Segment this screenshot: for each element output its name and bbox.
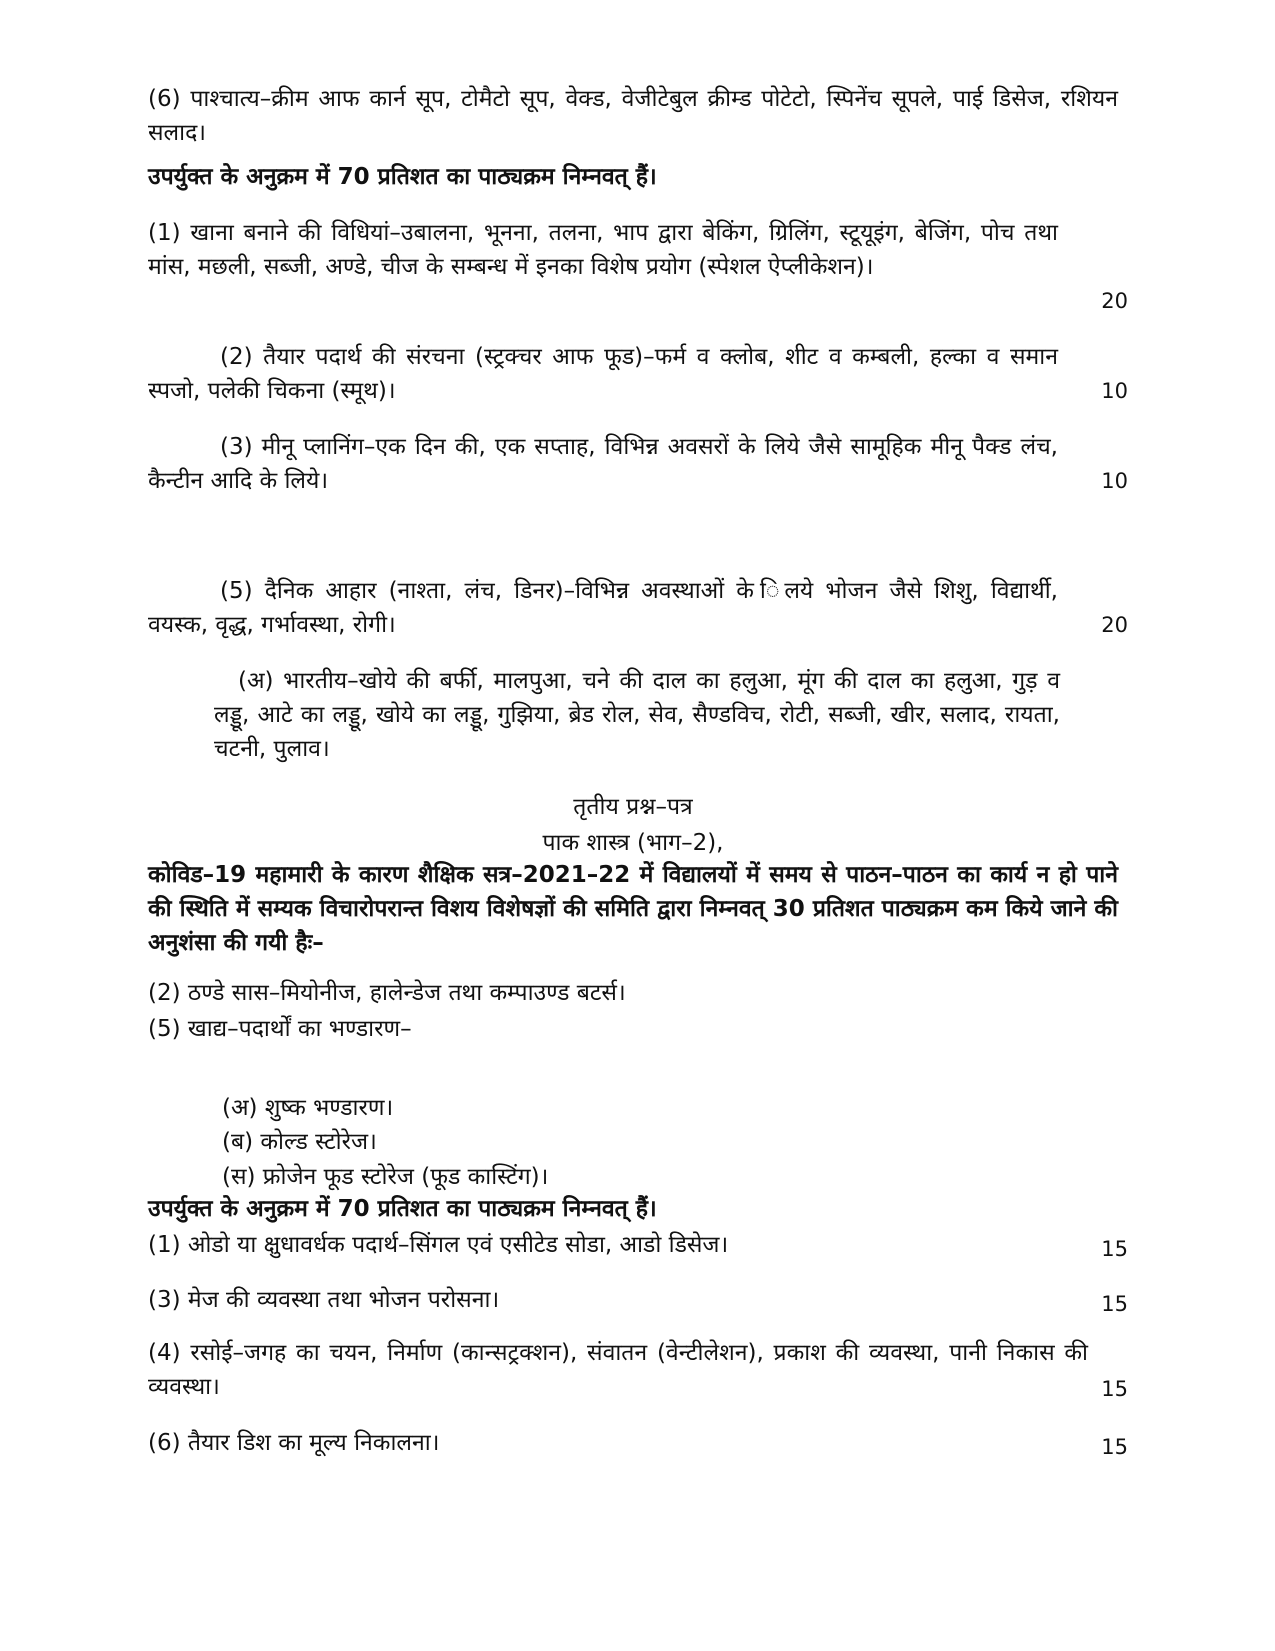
syllabus-item [148, 430, 1128, 498]
syllabus-item [148, 1228, 1128, 1264]
syllabus-item [148, 574, 1128, 642]
syllabus-item-text: (3) मीनू प्लानिंग–एक दिन की, एक सप्ताह, विभिन्न अवसरों के लिये जैसे सामूहिक मीनू पैक्ड लंच, कैन्टीन आदि के लिये। [148, 434, 1058, 494]
storage-subitem: (अ) शुष्क भण्डारण। [222, 1095, 394, 1121]
marks-value: 15 [1101, 1292, 1128, 1316]
indian-dishes-paragraph: (अ) भारतीय–खोये की बर्फी, मालपुआ, चने की दाल का हलुआ, मूंग की दाल का हलुआ, गुड़ व लड्डू, आटे का लड्डू, खोये का लड्डू, गुझिया, ब्रेड रोल, सेव, सैण्डविच, रोटी, सब्जी, खीर, सलाद, रायता, चटनी, पुलाव। [214, 668, 1060, 762]
marks-value: 10 [1101, 379, 1128, 403]
syllabus-item [148, 216, 1128, 318]
storage-subitem: (ब) कोल्ड स्टोरेज। [222, 1129, 377, 1155]
syllabus-item [148, 1336, 1128, 1406]
syllabus-item-text: (4) रसोई–जगह का चयन, निर्माण (कान्सट्रक्शन), संवातन (वेन्टीलेशन), प्रकाश की व्यवस्था, पानी निकास की व्यवस्था। [148, 1340, 1088, 1400]
syllabus-item [148, 340, 1128, 408]
storage-subitem: (स) फ्रोजेन फूड स्टोरेज (फूड कास्टिंग)। [222, 1164, 549, 1190]
syllabus-item-text: (3) मेज की व्यवस्था तथा भोजन परोसना। [148, 1287, 500, 1313]
paper-title: तृतीय प्रश्न–पत्र [573, 794, 693, 820]
marks-value: 15 [1101, 1435, 1128, 1459]
syllabus-item-text: (2) तैयार पदार्थ की संरचना (स्ट्रक्चर आफ फूड)–फर्म व क्लोब, शीट व कम्बली, हल्का व समान स्पजो, पलेकी चिकना (स्मूथ)। [148, 344, 1058, 404]
reduced-item: (2) ठण्डे सास–मियोनीज, हालेन्डेज तथा कम्पाउण्ड बटर्स। [148, 980, 626, 1006]
reduced-item: (5) खाद्य–पदार्थों का भण्डारण– [148, 1016, 412, 1042]
syllabus-item-text: (1) खाना बनाने की विधियां–उबालना, भूनना, तलना, भाप द्वारा बेकिंग, ग्रिलिंग, स्टूयूइंग, बेजिंग, पोच तथा मांस, मछली, सब्जी, अण्डे, चीज के सम्बन्ध में इनका विशेष प्रयोग (स्पेशल ऐप्लीकेशन)। [148, 220, 1058, 280]
marks-value: 10 [1101, 469, 1128, 493]
section-heading-70-percent: उपर्युक्त के अनुक्रम में 70 प्रतिशत का पाठ्यक्रम निम्नवत् हैं। [148, 164, 657, 190]
syllabus-item [148, 1283, 1128, 1319]
marks-value: 20 [1101, 613, 1128, 637]
marks-value: 15 [1101, 1377, 1128, 1401]
western-dishes-paragraph: (6) पाश्चात्य–क्रीम आफ कार्न सूप, टोमैटो सूप, वेक्ड, वेजीटेबुल क्रीम्ड पोटेटो, स्पिनेंच सूपले, पाई डिसेज, रशियन सलाद। [148, 86, 1118, 146]
paper-subtitle: पाक शास्त्र (भाग–2), [542, 830, 724, 856]
syllabus-item-text: (1) ओडो या क्षुधावर्धक पदार्थ–सिंगल एवं एसीटेड सोडा, आडो डिसेज। [148, 1232, 729, 1258]
marks-value: 15 [1101, 1237, 1128, 1261]
syllabus-item [148, 1426, 1128, 1462]
syllabus-item-text: (5) दैनिक आहार (नाश्ता, लंच, डिनर)–विभिन्न अवस्थाओं के िलये भोजन जैसे शिशु, विद्यार्थी, वयस्क, वृद्ध, गर्भावस्था, रोगी। [148, 578, 1058, 638]
syllabus-item-text: (6) तैयार डिश का मूल्य निकालना। [148, 1430, 440, 1456]
marks-value: 20 [1101, 289, 1128, 313]
covid-reduction-note: कोविड–19 महामारी के कारण शैक्षिक सत्र–2021–22 में विद्यालयों में समय से पाठन–पाठन का कार्य न हो पाने की स्थिति में सम्यक विचारोपरान्त विशय विशेषज्ञों की समिति द्वारा निम्नवत् 30 प्रतिशत पाठ्यक्रम कम किये जाने की अनुशंसा की गयी हैः– [148, 862, 1118, 956]
section-heading-70-percent: उपर्युक्त के अनुक्रम में 70 प्रतिशत का पाठ्यक्रम निम्नवत् हैं। [148, 1196, 657, 1222]
